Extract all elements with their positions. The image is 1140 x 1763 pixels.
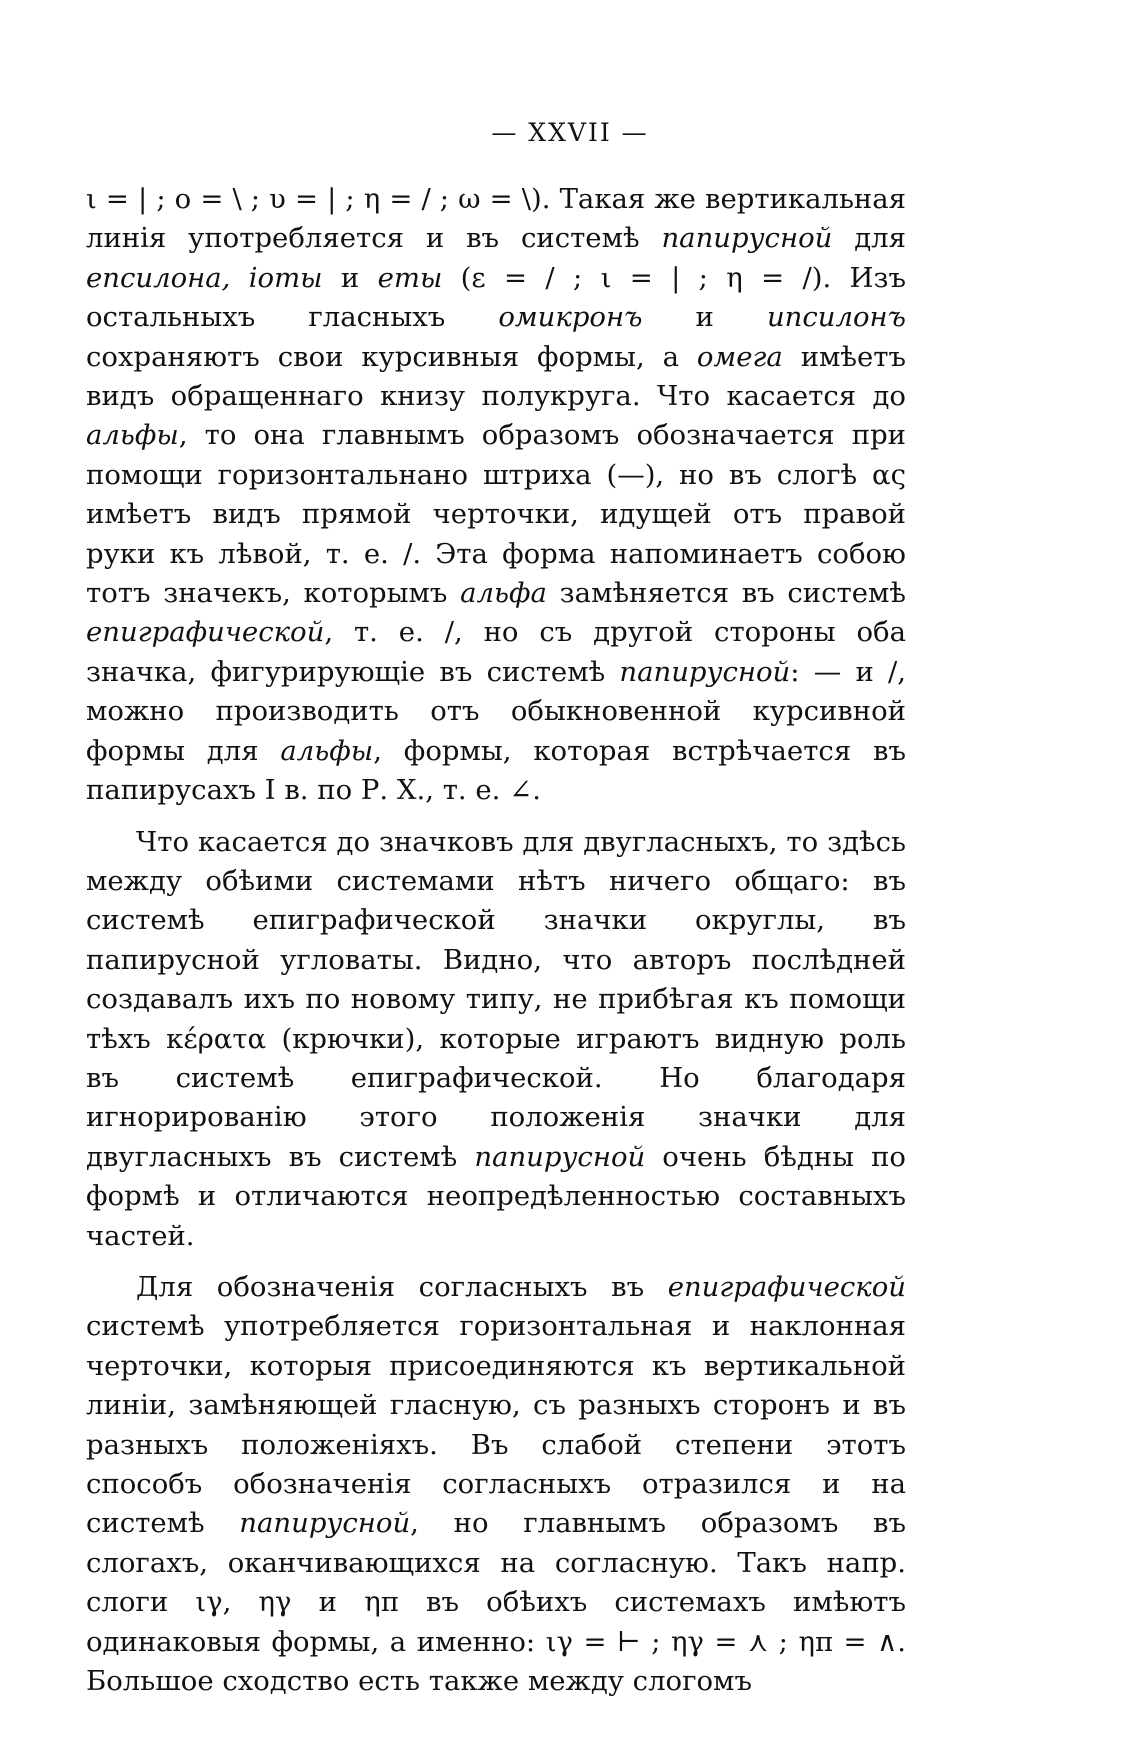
text-run: и xyxy=(642,301,767,334)
text-run: , то она главнымъ образомъ обозначается при помощи горизонтальнано штриха (—), но въ слогѣ ας имѣетъ видъ прямой черточки, идущей отъ правой руки къ лѣвой, т. е. /. Эта форма напоминаетъ собою тотъ значекъ, которымъ xyxy=(86,419,906,610)
italic-text-run: альфы xyxy=(86,419,179,452)
text-run: , т. е. /, но съ другой стороны оба значка, фигурирующіе въ системѣ xyxy=(86,616,906,688)
body-text xyxy=(86,180,906,1701)
italic-text-run: альфа xyxy=(460,577,547,610)
text-run: Что касается до значковъ для двугласныхъ, то здѣсь между обѣими системами нѣтъ ничего общаго: въ системѣ епиграфической значки округлы, въ папирусной угловаты. Видно, что авторъ послѣдней создавалъ ихъ по новому типу, не прибѣгая къ помощи тѣхъ κέρατα (крючки), которые играютъ видную роль въ системѣ епиграфической. Но благодаря игнорированію этого положенія значки для двугласныхъ въ системѣ xyxy=(86,825,906,1173)
paragraph-1 xyxy=(86,180,906,811)
italic-text-run: альфы xyxy=(280,734,374,767)
text-run: сохраняютъ свои курсивныя формы, а xyxy=(86,340,697,373)
italic-text-run: епиграфической xyxy=(86,616,325,649)
italic-text-run: омега xyxy=(696,340,783,373)
paragraph-2 xyxy=(86,823,906,1256)
italic-text-run: папирусной xyxy=(619,655,791,688)
text-run: Для обозначенія согласныхъ въ xyxy=(136,1270,668,1303)
text-run: очень бѣдны по формѣ и отличаются неопредѣленностью составныхъ частей. xyxy=(86,1140,906,1252)
text-run: : — и /, можно производить отъ обыкновенной курсивной формы для xyxy=(86,655,906,767)
italic-text-run: ипсилонъ xyxy=(766,301,906,334)
italic-text-run: папирусной xyxy=(239,1507,411,1540)
italic-text-run: епиграфической xyxy=(667,1270,906,1303)
italic-text-run: омикронъ xyxy=(498,301,643,334)
italic-text-run: еты xyxy=(377,261,443,294)
text-run: , формы, которая встрѣчается въ папирусахъ I в. по Р. Х., т. е. ∠. xyxy=(86,734,906,807)
text-run: для xyxy=(832,222,906,255)
italic-text-run: папирусной xyxy=(661,222,833,255)
text-run: ι = | ; ο = \ ; υ = | ; η = / ; ω = \). Такая же вертикальная линія употребляется и въ системѣ xyxy=(86,183,906,255)
page-number: — XXVII — xyxy=(491,118,649,147)
text-run: , но главнымъ образомъ въ слогахъ, оканчивающихся на согласную. Такъ напр. слоги ιγ, ηγ и ηπ въ обѣихъ системахъ имѣютъ одинаковыя формы, а именно: ιγ = ⊢ ; ηγ = ⋏ ; ηπ = ∧. Большое сходство есть также между слогомъ xyxy=(86,1507,906,1698)
text-run: системѣ употребляется горизонтальная и наклонная черточки, которыя присоединяются къ вертикальной линіи, замѣняющей гласную, съ разныхъ сторонъ и въ разныхъ положеніяхъ. Въ слабой степени этотъ способъ обозначенія согласныхъ отразился и на системѣ xyxy=(86,1310,906,1540)
text-run: и xyxy=(322,261,378,294)
text-run: имѣетъ видъ обращеннаго книзу полукруга. Что касается до xyxy=(86,340,906,413)
text-run: (ε = / ; ι = | ; η = /). Изъ остальныхъ гласныхъ xyxy=(86,261,907,334)
italic-text-run: папирусной xyxy=(474,1140,646,1173)
text-run: замѣняется въ системѣ xyxy=(546,577,906,610)
italic-text-run: епсилона, іоты xyxy=(86,261,323,294)
paragraph-3 xyxy=(86,1268,906,1701)
